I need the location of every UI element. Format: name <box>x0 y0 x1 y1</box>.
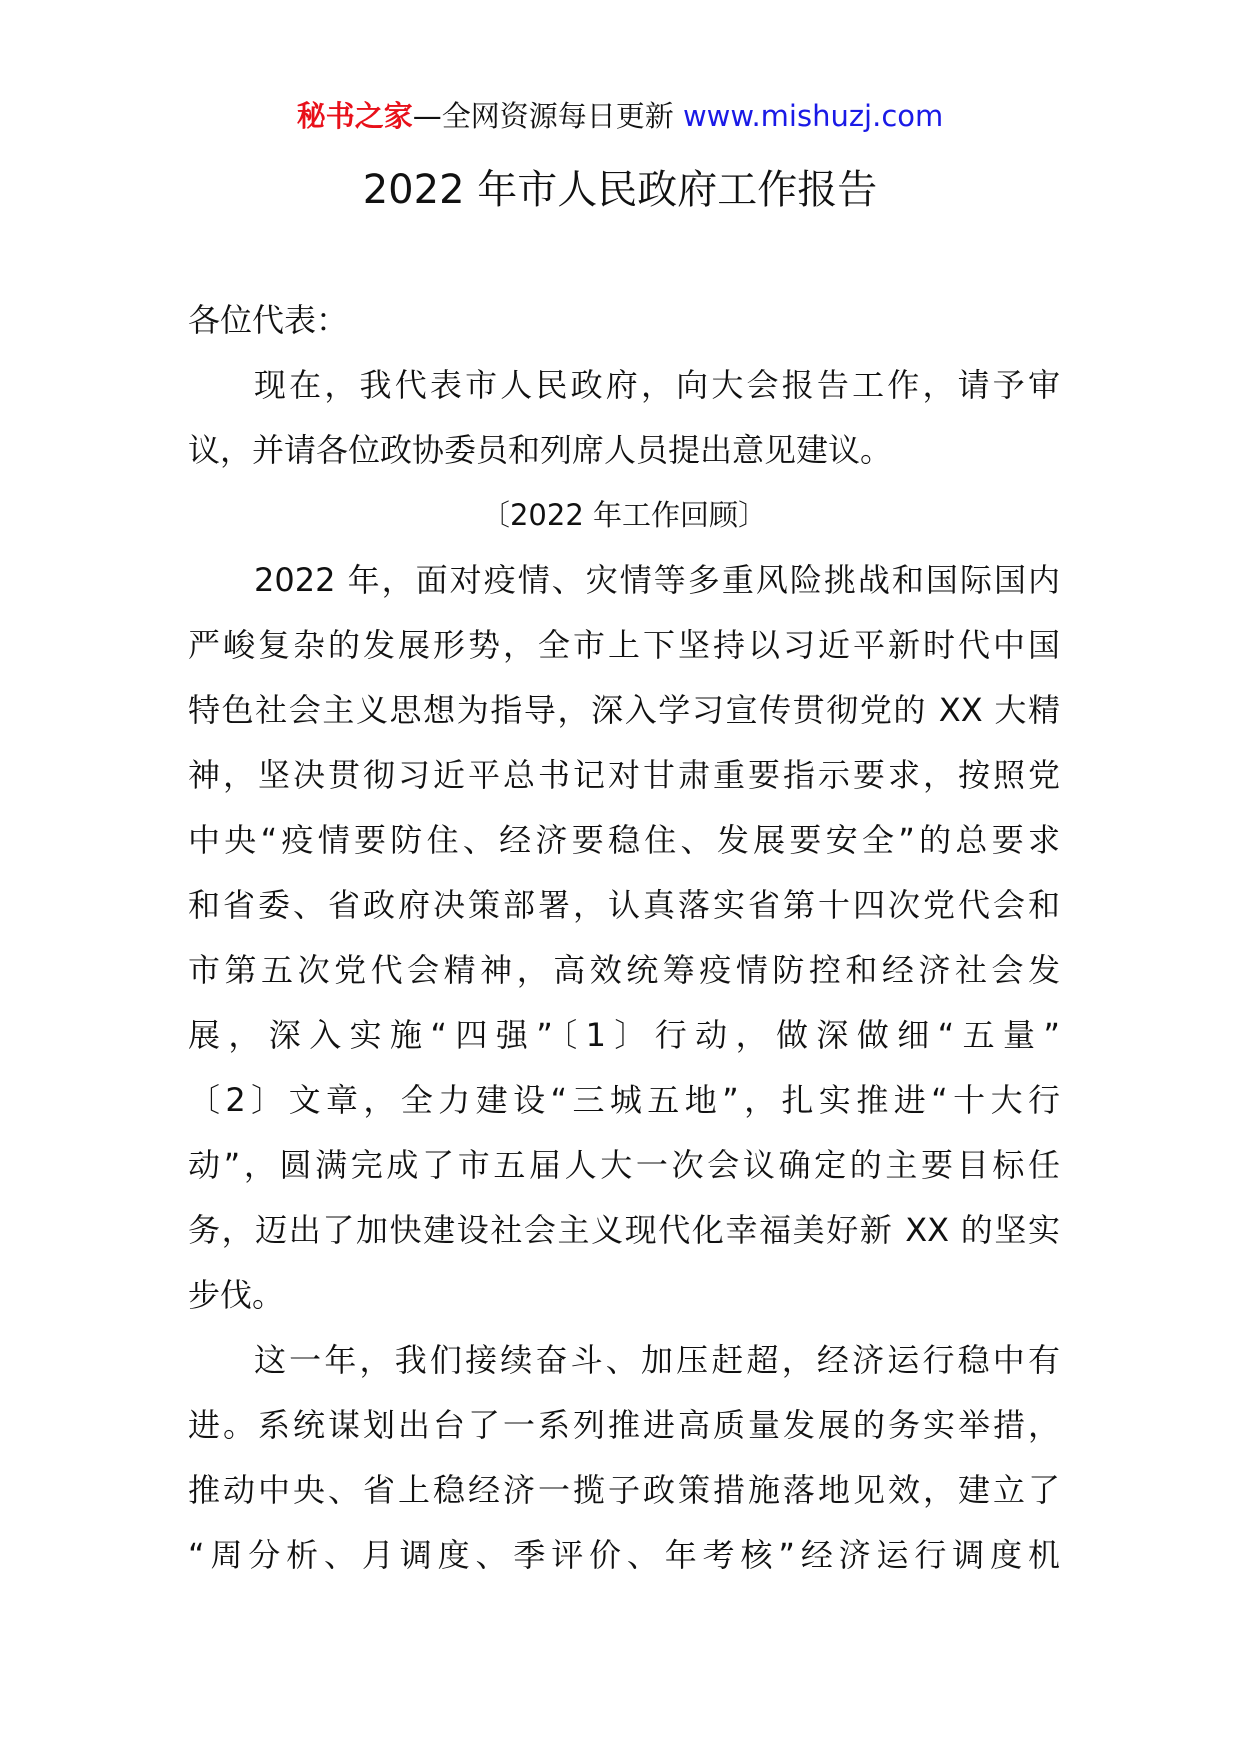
salutation: 各位代表： <box>188 301 349 339</box>
body-line: 现在，我代表市人民政府，向大会报告工作，请予审 <box>254 366 1060 404</box>
body-line: “周分析、月调度、季评价、年考核”经济运行调度机 <box>188 1536 1060 1574</box>
header-slogan: —全网资源每日更新 <box>412 99 683 133</box>
document-title: 2022 年市人民政府工作报告 <box>362 167 878 213</box>
section-heading: 〔2022 年工作回顾〕 <box>480 498 768 532</box>
body-line: 中央“疫情要防住、经济要稳住、发展要安全”的总要求 <box>188 821 1060 859</box>
body-line: 议，并请各位政协委员和列席人员提出意见建议。 <box>188 431 893 469</box>
body-line: 务，迈出了加快建设社会主义现代化幸福美好新 XX 的坚实 <box>188 1211 1060 1249</box>
document-body <box>188 288 1060 1588</box>
body-line: 步伐。 <box>188 1276 285 1314</box>
body-line: 和省委、省政府决策部署，认真落实省第十四次党代会和 <box>188 886 1060 924</box>
body-line: 这一年，我们接续奋斗、加压赶超，经济运行稳中有 <box>254 1341 1060 1379</box>
body-line: 2022 年，面对疫情、灾情等多重风险挑战和国际国内 <box>254 561 1060 599</box>
site-url-link[interactable]: www.mishuzj.com <box>682 99 944 133</box>
brand-name: 秘书之家 <box>296 99 413 133</box>
body-line: 展，深入实施“四强”〔1〕行动，做深做细“五量” <box>188 1016 1060 1054</box>
body-line: 动”，圆满完成了市五届人大一次会议确定的主要目标任 <box>188 1146 1060 1184</box>
body-line: 进。系统谋划出台了一系列推进高质量发展的务实举措， <box>188 1406 1060 1444</box>
body-line: 严峻复杂的发展形势，全市上下坚持以习近平新时代中国 <box>188 626 1060 664</box>
body-line: 推动中央、省上稳经济一揽子政策措施落地见效，建立了 <box>188 1471 1060 1509</box>
body-line: 〔2〕文章，全力建设“三城五地”，扎实推进“十大行 <box>188 1081 1060 1119</box>
body-line: 特色社会主义思想为指导，深入学习宣传贯彻党的 XX 大精 <box>188 691 1060 729</box>
body-line: 神，坚决贯彻习近平总书记对甘肃重要指示要求，按照党 <box>188 756 1060 794</box>
body-line: 市第五次党代会精神，高效统筹疫情防控和经济社会发 <box>188 951 1060 989</box>
site-header <box>0 96 1240 136</box>
